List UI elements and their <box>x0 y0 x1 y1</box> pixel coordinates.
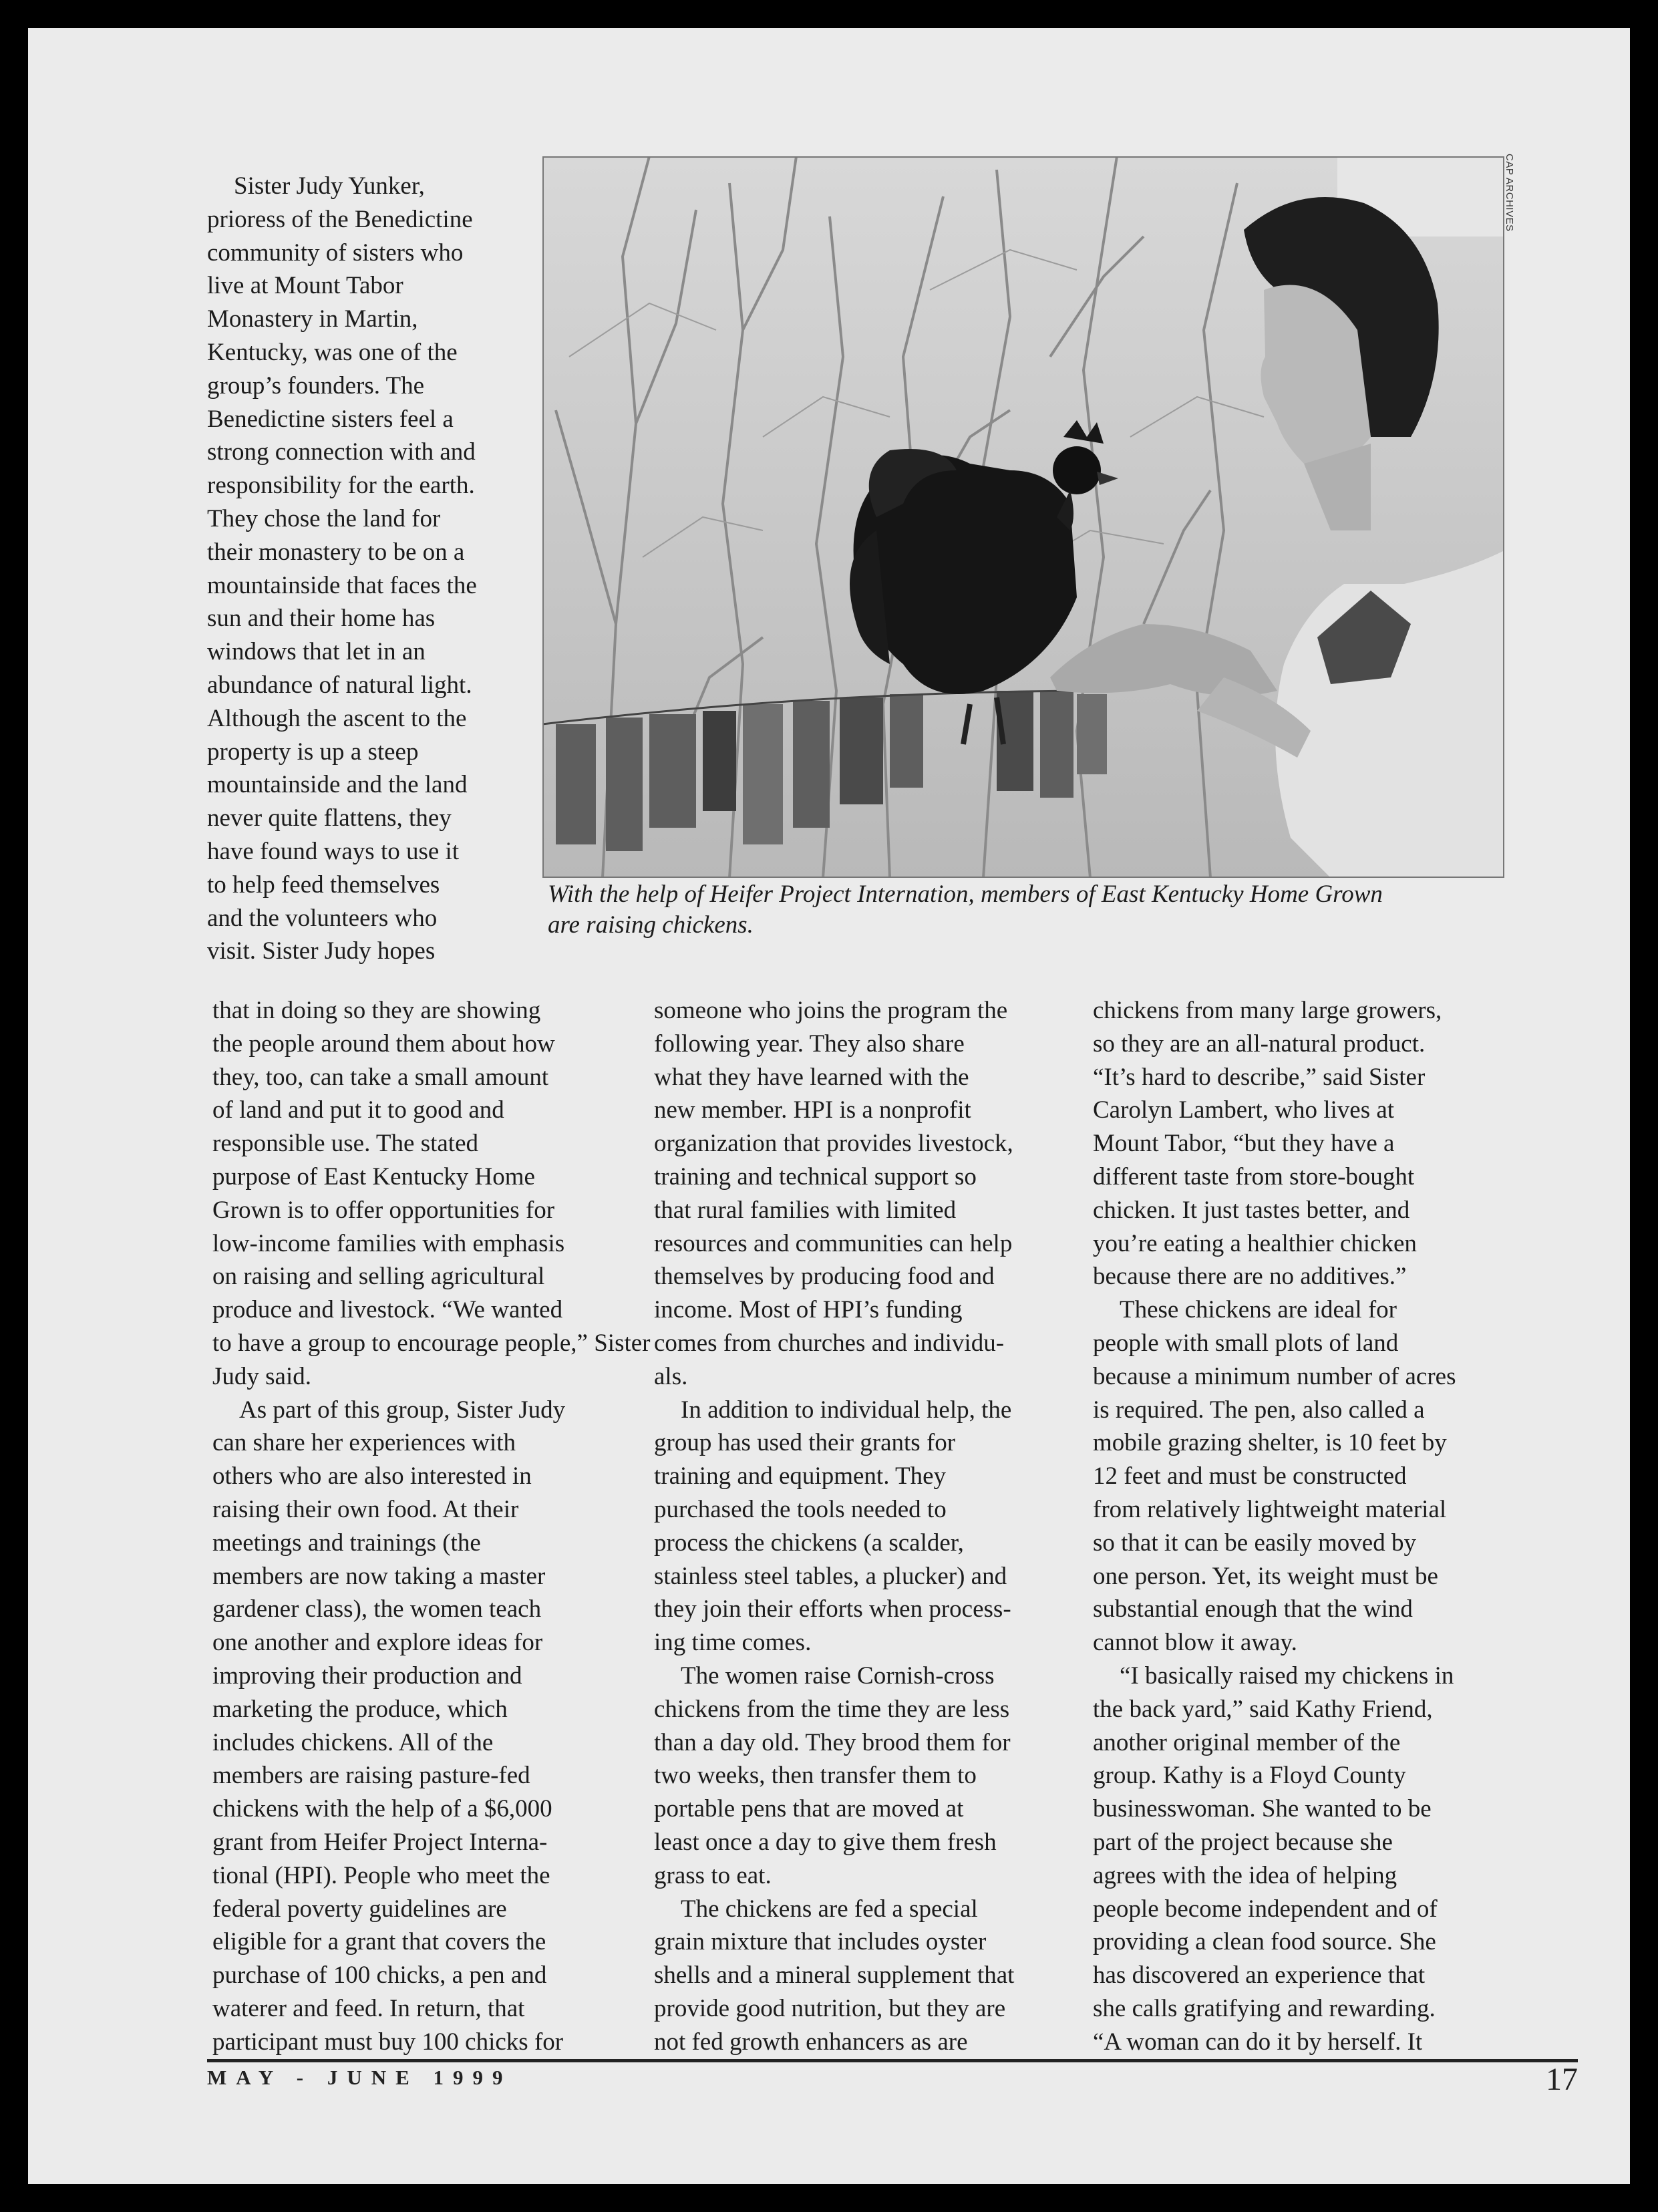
column-2 <box>654 994 1095 2059</box>
text-line: Monastery in Martin, <box>207 305 418 333</box>
text-line: have found ways to use it <box>207 837 460 865</box>
caption-line: With the help of Heifer Project Internation, members of East Kentucky Home Grown <box>548 881 1383 908</box>
text-line: als. <box>654 1362 688 1390</box>
text-line: shells and a mineral supplement that <box>654 1961 1015 1990</box>
text-line: income. Most of HPI’s funding <box>654 1296 963 1324</box>
text-line: chickens with the help of a $6,000 <box>212 1795 552 1823</box>
text-line: people with small plots of land <box>1093 1329 1399 1357</box>
article-photo <box>542 156 1504 878</box>
text-line: people become independent and of <box>1093 1895 1438 1923</box>
paragraph <box>212 1394 653 2059</box>
text-line: least once a day to give them fresh <box>654 1828 997 1856</box>
text-line: improving their production and <box>212 1662 522 1690</box>
text-line: 12 feet and must be constructed <box>1093 1462 1407 1490</box>
text-line: Carolyn Lambert, who lives at <box>1093 1096 1395 1124</box>
text-line: Mount Tabor, “but they have a <box>1093 1130 1395 1158</box>
text-line: has discovered an experience that <box>1093 1961 1426 1990</box>
text-line: never quite flattens, they <box>207 804 452 832</box>
text-line: As part of this group, Sister Judy <box>239 1396 566 1424</box>
text-line: not fed growth enhancers as are <box>654 2028 968 2056</box>
text-line: their monastery to be on a <box>207 538 465 566</box>
paragraph <box>1093 1660 1534 2059</box>
paragraph <box>654 1394 1095 1660</box>
text-line: providing a clean food source. She <box>1093 1928 1436 1956</box>
text-line: members are raising pasture-fed <box>212 1762 530 1790</box>
text-line: chickens from the time they are less <box>654 1695 1010 1723</box>
text-line: Grown is to offer opportunities for <box>212 1196 555 1224</box>
text-line: one another and explore ideas for <box>212 1629 543 1657</box>
text-line: chickens from many large growers, <box>1093 997 1442 1024</box>
text-line: members are now taking a master <box>212 1562 546 1590</box>
text-line: community of sisters who <box>207 239 464 267</box>
text-line: eligible for a grant that covers the <box>212 1928 546 1956</box>
text-line: Benedictine sisters feel a <box>207 405 454 433</box>
text-line: grant from Heifer Project Interna- <box>212 1828 548 1856</box>
text-line: training and technical support so <box>654 1162 977 1191</box>
text-line: mountainside that faces the <box>207 571 477 599</box>
text-line: to help feed themselves <box>207 871 440 899</box>
text-line: raising their own food. At their <box>212 1495 519 1523</box>
text-line: grass to eat. <box>654 1861 772 1889</box>
text-line: what they have learned with the <box>654 1063 969 1091</box>
text-line: low-income families with emphasis <box>212 1229 565 1257</box>
text-line: prioress of the Benedictine <box>207 205 473 233</box>
text-line: others who are also interested in <box>212 1462 532 1490</box>
text-line: purchase of 100 chicks, a pen and <box>212 1961 547 1990</box>
paragraph <box>1093 994 1534 1293</box>
paragraph <box>654 994 1095 1394</box>
text-line: different taste from store-bought <box>1093 1162 1415 1191</box>
text-line: resources and communities can help <box>654 1229 1013 1257</box>
page-number: 17 <box>1546 2062 1578 2097</box>
text-line: they, too, can take a small amount <box>212 1063 549 1091</box>
text-line: part of the project because she <box>1093 1828 1393 1856</box>
text-line: Kentucky, was one of the <box>207 338 458 366</box>
text-line: mobile grazing shelter, is 10 feet by <box>1093 1429 1447 1457</box>
text-line: They chose the land for <box>207 504 441 532</box>
text-line: Sister Judy Yunker, <box>234 172 425 200</box>
text-line: property is up a steep <box>207 738 419 766</box>
text-line: the people around them about how <box>212 1030 555 1058</box>
text-line: comes from churches and individu- <box>654 1329 1005 1357</box>
text-line: participant must buy 100 chicks for <box>212 2028 564 2056</box>
text-line: than a day old. They brood them for <box>654 1728 1011 1756</box>
text-line: agrees with the idea of helping <box>1093 1861 1397 1889</box>
text-line: that in doing so they are showing <box>212 997 541 1024</box>
text-line: The chickens are fed a special <box>681 1895 978 1923</box>
text-line: ing time comes. <box>654 1629 812 1657</box>
column-1-lower <box>212 994 653 2059</box>
text-line: can share her experiences with <box>212 1429 516 1457</box>
text-line: waterer and feed. In return, that <box>212 1994 525 2022</box>
text-line: to have a group to encourage people,” Sister Judy said. <box>212 1329 651 1390</box>
text-line: following year. They also share <box>654 1030 965 1058</box>
text-line: marketing the produce, which <box>212 1695 508 1723</box>
text-line: that rural families with limited <box>654 1196 957 1224</box>
text-line: group has used their grants for <box>654 1429 956 1457</box>
text-line: “A woman can do it by herself. It <box>1093 2028 1423 2056</box>
text-line: because there are no additives.” <box>1093 1263 1407 1291</box>
paragraph <box>212 994 653 1394</box>
text-line: gardener class), the women teach <box>212 1595 542 1623</box>
paragraph <box>654 1660 1095 1893</box>
text-line: tional (HPI). People who meet the <box>212 1861 550 1889</box>
text-line: group. Kathy is a Floyd County <box>1093 1762 1406 1790</box>
issue-date: MAY - JUNE 1999 <box>207 2066 512 2089</box>
paragraph <box>654 1893 1095 2059</box>
text-line: businesswoman. She wanted to be <box>1093 1795 1432 1823</box>
text-line: training and equipment. They <box>654 1462 947 1490</box>
text-line: organization that provides livestock, <box>654 1130 1013 1158</box>
footer-rule <box>207 2059 1578 2062</box>
text-line: chicken. It just tastes better, and <box>1093 1196 1410 1224</box>
text-line: windows that let in an <box>207 638 426 666</box>
text-line: responsible use. The stated <box>212 1130 479 1158</box>
text-line: the back yard,” said Kathy Friend, <box>1093 1695 1433 1723</box>
text-line: In addition to individual help, the <box>681 1396 1012 1424</box>
text-line: Although the ascent to the <box>207 704 467 732</box>
text-line: they join their efforts when process- <box>654 1595 1011 1623</box>
text-line: of land and put it to good and <box>212 1096 504 1124</box>
text-line: The women raise Cornish-cross <box>681 1662 995 1690</box>
text-line: so they are an all-natural product. <box>1093 1030 1426 1058</box>
paragraph <box>1093 1293 1534 1660</box>
text-line: grain mixture that includes oyster <box>654 1928 987 1956</box>
text-line: you’re eating a healthier chicken <box>1093 1229 1417 1257</box>
text-line: abundance of natural light. <box>207 671 472 699</box>
text-line: responsibility for the earth. <box>207 472 475 500</box>
text-line: process the chickens (a scalder, <box>654 1529 964 1557</box>
text-line: “I basically raised my chickens in <box>1120 1662 1454 1690</box>
text-line: visit. Sister Judy hopes <box>207 937 436 965</box>
text-line: one person. Yet, its weight must be <box>1093 1562 1438 1590</box>
photo-credit: CAP ARCHIVES <box>1504 154 1515 232</box>
text-line: because a minimum number of acres <box>1093 1362 1456 1390</box>
text-line: she calls gratifying and rewarding. <box>1093 1994 1436 2022</box>
text-line: from relatively lightweight material <box>1093 1495 1447 1523</box>
text-line: portable pens that are moved at <box>654 1795 964 1823</box>
text-line: themselves by producing food and <box>654 1263 995 1291</box>
text-line: mountainside and the land <box>207 771 468 799</box>
text-line: live at Mount Tabor <box>207 272 403 300</box>
text-line: substantial enough that the wind <box>1093 1595 1413 1623</box>
text-line: These chickens are ideal for <box>1120 1296 1397 1324</box>
text-line: purpose of East Kentucky Home <box>212 1162 535 1191</box>
photo-caption <box>548 879 1510 941</box>
text-line: and the volunteers who <box>207 904 438 932</box>
text-line: another original member of the <box>1093 1728 1401 1756</box>
text-line: strong connection with and <box>207 438 476 466</box>
text-line: stainless steel tables, a plucker) and <box>654 1562 1007 1590</box>
text-line: meetings and trainings (the <box>212 1529 481 1557</box>
text-line: federal poverty guidelines are <box>212 1895 507 1923</box>
text-line: is required. The pen, also called a <box>1093 1396 1425 1424</box>
text-line: produce and livestock. “We wanted <box>212 1296 563 1324</box>
text-line: cannot blow it away. <box>1093 1629 1297 1657</box>
text-line: purchased the tools needed to <box>654 1495 947 1523</box>
column-3 <box>1093 994 1534 2059</box>
text-line: so that it can be easily moved by <box>1093 1529 1416 1557</box>
text-line: group’s founders. The <box>207 371 425 400</box>
caption-line: are raising chickens. <box>548 911 754 939</box>
text-line: provide good nutrition, but they are <box>654 1994 1006 2022</box>
text-line: includes chickens. All of the <box>212 1728 494 1756</box>
text-line: someone who joins the program the <box>654 997 1008 1024</box>
text-line: sun and their home has <box>207 605 436 633</box>
text-line: new member. HPI is a nonprofit <box>654 1096 971 1124</box>
magazine-page <box>28 28 1630 2184</box>
text-line: “It’s hard to describe,” said Sister <box>1093 1063 1426 1091</box>
text-line: two weeks, then transfer them to <box>654 1762 977 1790</box>
text-line: on raising and selling agricultural <box>212 1263 545 1291</box>
